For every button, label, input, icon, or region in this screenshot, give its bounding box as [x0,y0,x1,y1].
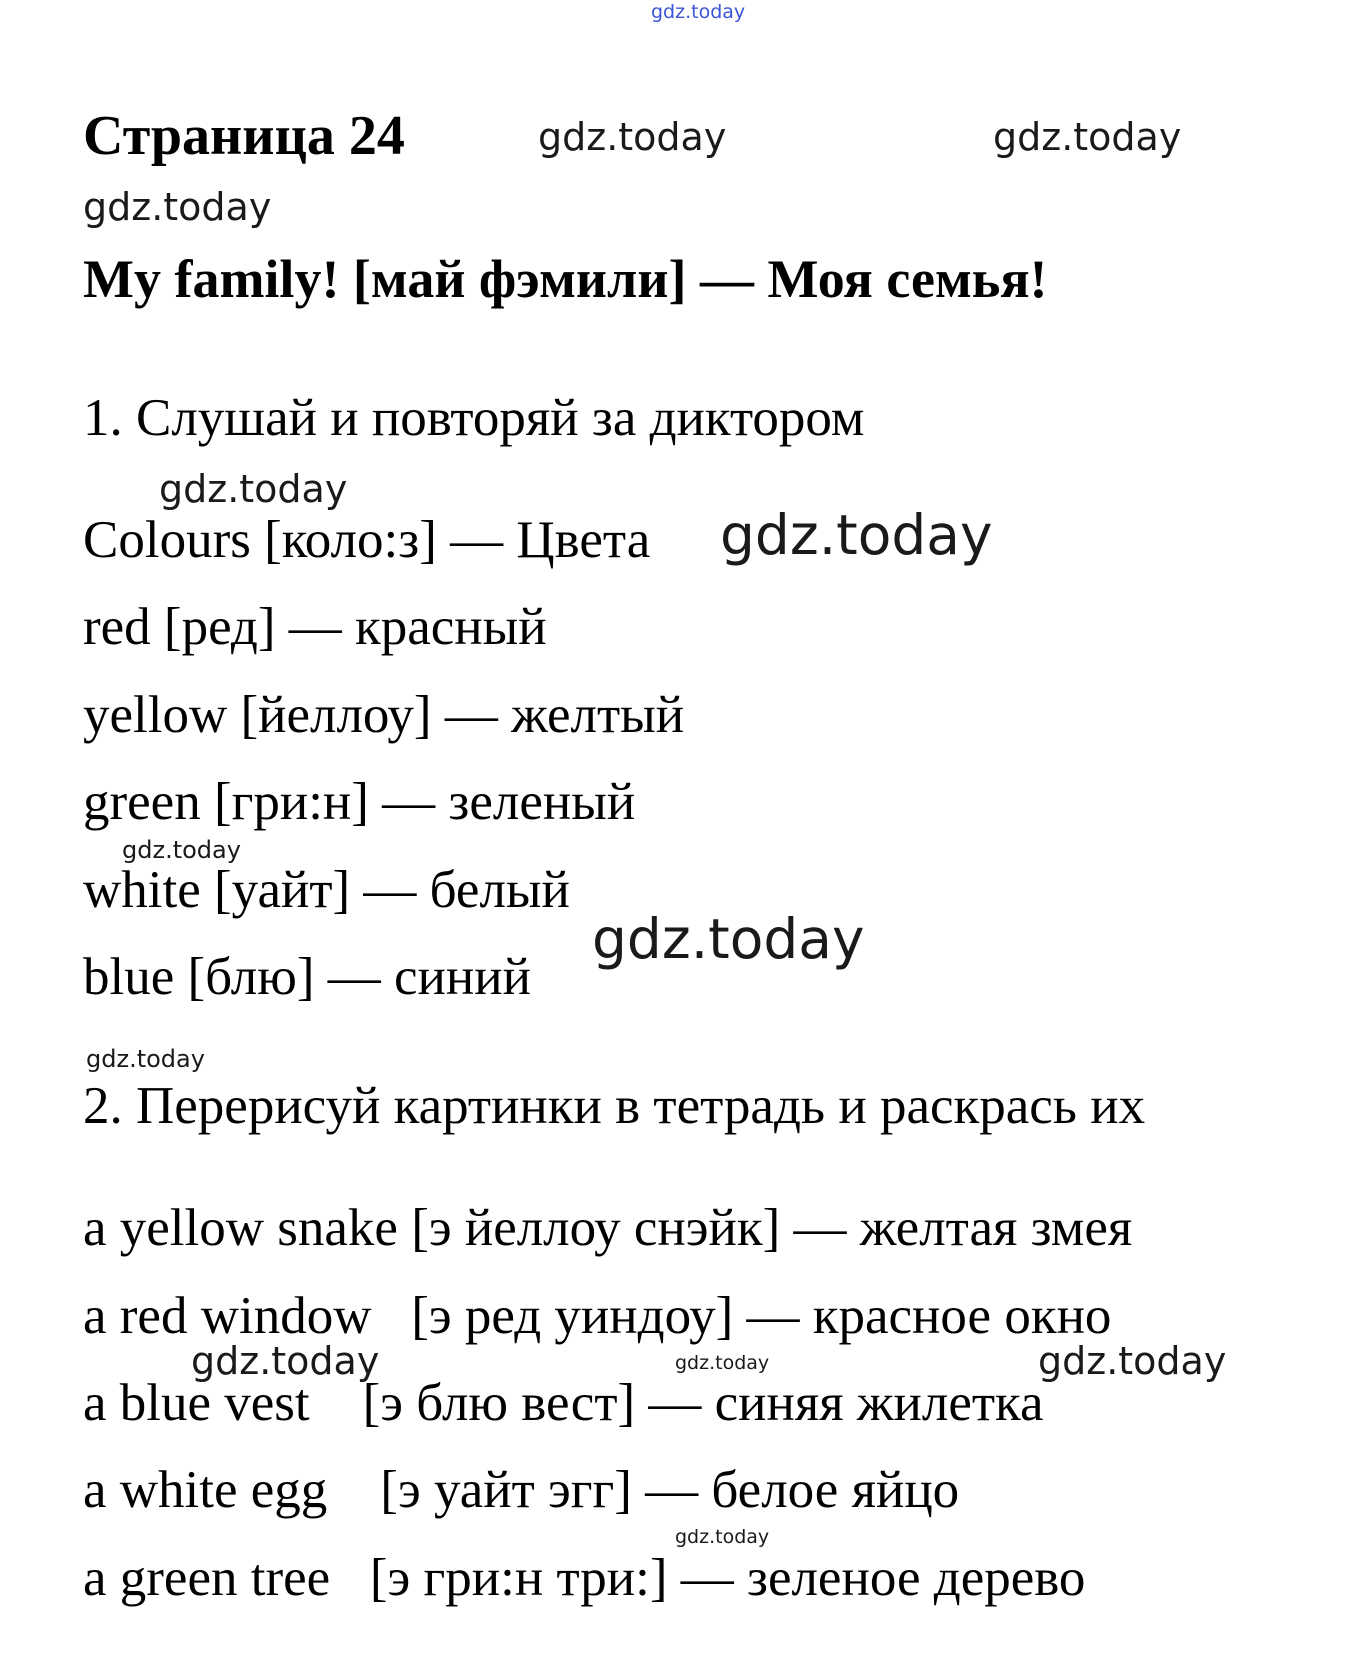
watermark-top: gdz.today [651,1,746,23]
watermark: gdz.today [720,503,993,567]
watermark: gdz.today [86,1045,205,1073]
phrase-white-egg: a white egg [э уайт эгг] — белое яйцо [83,1461,960,1519]
phrase-yellow-snake: a yellow snake [э йеллоу снэйк] — желтая змея [83,1199,1133,1257]
watermark: gdz.today [675,1352,770,1374]
watermark: gdz.today [122,836,241,864]
phrase-green-tree: a green tree [э гри:н три:] — зеленое дерево [83,1549,1086,1607]
watermark: gdz.today [83,185,272,229]
phrase-red-window: a red window [э ред уиндоу] — красное окно [83,1287,1112,1345]
vocab-line-green: green [гри:н] — зеленый [83,773,636,831]
watermark: gdz.today [159,467,348,511]
page-title: Страница 24 [83,105,405,167]
vocab-line-blue: blue [блю] — синий [83,948,531,1006]
lesson-topic: My family! [май фэмили] — Моя семья! [83,249,1048,309]
watermark: gdz.today [538,115,727,159]
watermark: gdz.today [675,1526,770,1548]
task-1-heading: 1. Слушай и повторяй за диктором [83,389,865,447]
watermark: gdz.today [592,907,865,971]
vocab-line-red: red [ред] — красный [83,598,547,656]
vocab-line-white: white [уайт] — белый [83,861,570,919]
vocab-line-colours: Colours [коло:з] — Цвета [83,511,651,569]
phrase-blue-vest: a blue vest [э блю вест] — синяя жилетка [83,1374,1044,1432]
watermark: gdz.today [191,1339,380,1383]
task-2-heading: 2. Перерисуй картинки в тетрадь и раскрась их [83,1077,1146,1135]
watermark: gdz.today [993,115,1182,159]
vocab-line-yellow: yellow [йеллоу] — желтый [83,686,685,744]
watermark: gdz.today [1038,1339,1227,1383]
